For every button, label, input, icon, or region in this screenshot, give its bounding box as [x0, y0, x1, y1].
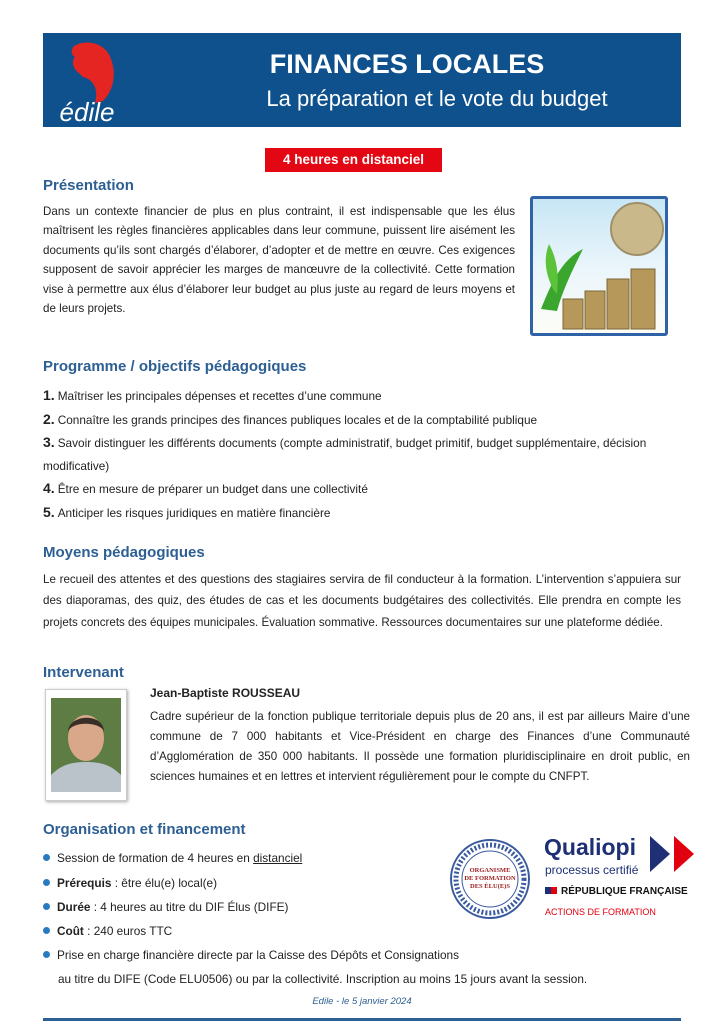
document-subtitle: La préparation et le vote du budget	[266, 86, 608, 111]
list-item: 3. Savoir distinguer les différents documents (compte administratif, budget primitif, budget supplémentaire, décision modificative)	[43, 434, 647, 473]
ministry-seal	[449, 838, 531, 920]
list-item: 2. Connaître les grands principes des finances publiques locales et de la comptabilité publique	[43, 410, 538, 427]
speaker-name: Jean-Baptiste ROUSSEAU	[150, 686, 301, 700]
intervenant-heading: Intervenant	[43, 664, 124, 681]
organisation-heading: Organisation et financement	[43, 821, 246, 838]
bullet-duree: Durée : 4 heures au titre du DIF Élus (DIFE)	[43, 895, 663, 919]
list-item: 1. Maîtriser les principales dépenses et recettes d’une commune	[43, 387, 382, 403]
bullet-financement: Prise en charge financière directe par la Caisse des Dépôts et Consignations au titre du DIFE (Code ELU0506) ou par la collectivité. Inscription au moins 15 jours avant la session.	[43, 943, 703, 991]
bullet-prerequis: Prérequis : être élu(e) local(e)	[43, 871, 663, 895]
actions-de-formation: ACTIONS DE FORMATION	[545, 907, 656, 917]
qualiopi-subtitle: processus certifié	[545, 863, 639, 877]
list-item: 5. Anticiper les risques juridiques en matière financière	[43, 503, 331, 520]
presentation-text: Dans un contexte financier de plus en plus contraint, il est indispensable que les élus maîtrisent les règles financières applicables dans leur commune, puissent lire aisément les documents qu’ils sont chargés d’élaborer, d’adopter et de mettre en œuvre. Ces exigences supposent de savoir apprécier les marges de manœuvre de la collectivité. Cette formation vise à permettre aux élus d’élaborer leur budget au plus juste au regard de leurs moyens et de leurs projets.	[43, 205, 515, 316]
bullet-cout: Coût : 240 euros TTC	[43, 919, 663, 943]
presentation-heading: Présentation	[43, 177, 134, 194]
qualiopi-brand: Qualiopi	[544, 834, 636, 860]
programme-list	[43, 384, 693, 524]
qualiopi-logo	[544, 834, 704, 924]
seal-line: DE FORMATION	[464, 875, 516, 882]
speaker-photo	[45, 689, 127, 801]
republique-francaise: RÉPUBLIQUE FRANÇAISE	[545, 886, 688, 897]
seal-line: ORGANISME	[469, 867, 511, 874]
svg-text:édile: édile	[59, 97, 115, 127]
moyens-text: Le recueil des attentes et des questions des stagiaires servira de fil conducteur à la formation. L’intervention s’appuiera sur des diaporamas, des quiz, des études de cas et les documents budgétaires des collectivités. Elle prendra en compte les projets concrets des équipes municipales. Évaluation sommative. Ressources documentaires sur une plateforme dédiée.	[43, 573, 681, 629]
speaker-bio: Cadre supérieur de la fonction publique territoriale depuis plus de 20 ans, il est par ailleurs Maire d’une commune de 7 000 habitants et Vice-Président en charge des Finances d’une Communauté d’Agglomération de 350 000 habitants. Il possède une formation pluridisciplinaire en droit public, en sciences humaines et en lettres et intervient régulièrement pour le compte du CNFPT.	[150, 710, 690, 783]
footer-divider	[43, 1018, 681, 1021]
moyens-heading: Moyens pédagogiques	[43, 544, 205, 561]
duration-badge: 4 heures en distanciel	[265, 148, 442, 172]
footer-date: Edile - le 5 janvier 2024	[312, 996, 412, 1007]
edile-logo	[43, 33, 131, 127]
seal-line: DES ÉLU(E)S	[470, 883, 510, 890]
header-banner	[43, 33, 681, 127]
bullet-session: Session de formation de 4 heures en distanciel	[43, 846, 663, 870]
programme-heading: Programme / objectifs pédagogiques	[43, 358, 307, 375]
list-item: 4. Être en mesure de préparer un budget dans une collectivité	[43, 480, 368, 496]
document-title: FINANCES LOCALES	[269, 49, 545, 79]
coins-image	[530, 196, 668, 336]
